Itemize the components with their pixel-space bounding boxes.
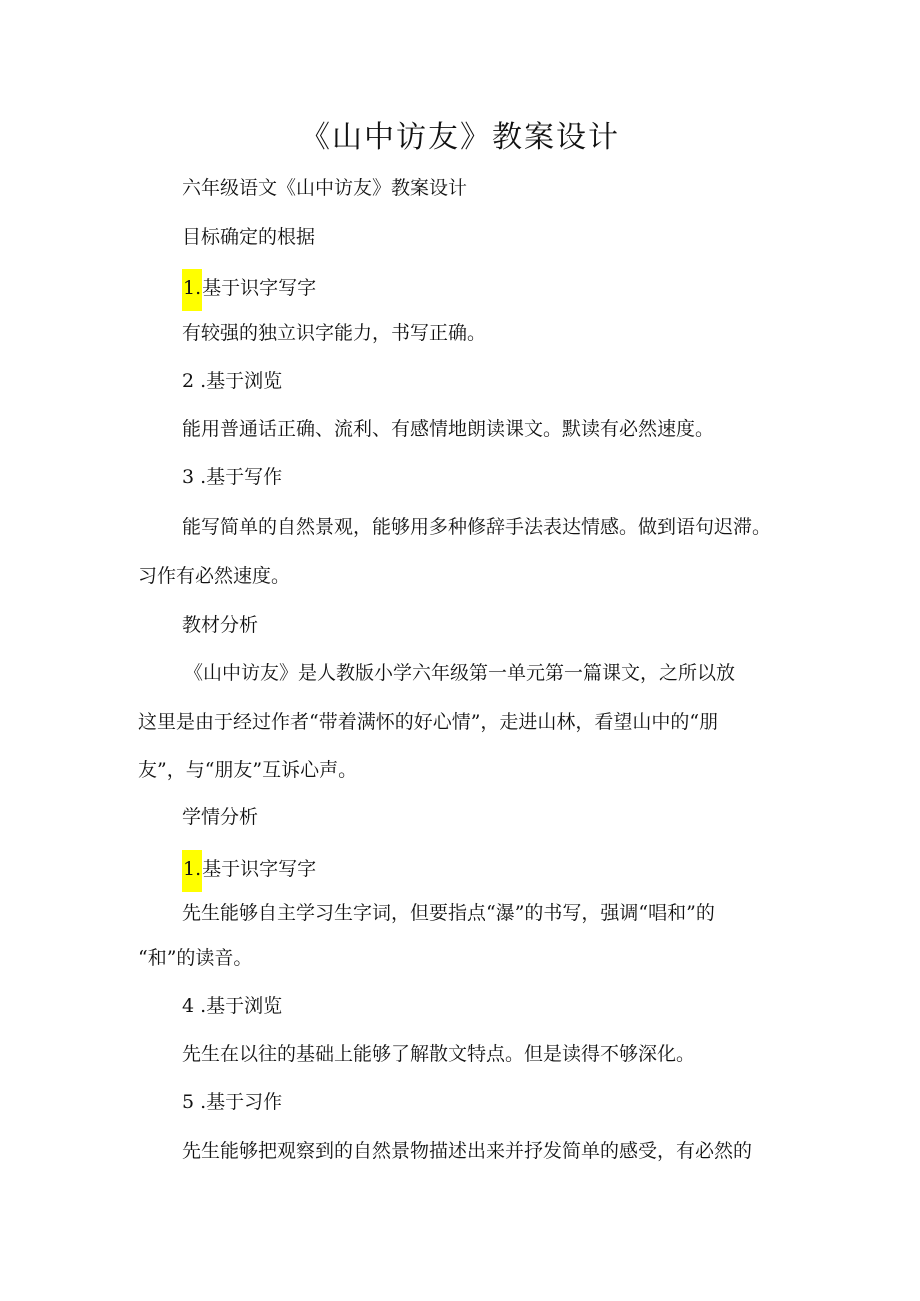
highlighted-number: 1. [182,850,202,892]
subtitle-line: 六年级语文《山中访友》教案设计 [182,177,468,199]
item-heading-1 [182,269,316,311]
paragraph-line: 这里是由于经过作者“带着满怀的好心情”，走进山林，看望山中的“朋 [138,711,719,733]
item-heading-3: 3 .基于写作 [182,466,283,488]
paragraph-line: 有较强的独立识字能力，书写正确。 [182,322,487,344]
paragraph-line: 习作有必然速度。 [138,565,291,587]
paragraph-line: 《山中访友》是人教版小学六年级第一单元第一篇课文，之所以放 [184,662,736,684]
item-heading-text: 基于识字写字 [202,858,317,880]
paragraph-line: 先生能够自主学习生字词，但要指点“瀑”的书写，强调“唱和”的 [182,902,715,924]
item-heading-4: 4 .基于浏览 [182,995,283,1017]
paragraph-line: 先生在以往的基础上能够了解散文特点。但是读得不够深化。 [182,1043,696,1065]
section-heading-basis: 目标确定的根据 [182,226,316,248]
highlighted-number: 1. [182,269,202,311]
item-heading-5: 5 .基于习作 [182,1091,283,1113]
document-title: 《山中访友》教案设计 [300,120,620,155]
paragraph-line: 能用普通话正确、流利、有感情地朗读课文。默读有必然速度。 [182,418,715,440]
section-heading-students: 学情分析 [182,806,259,828]
item-heading-1b [182,850,316,892]
paragraph-line: 能写简单的自然景观，能够用多种修辞手法表达情感。做到语句迟滞。 [182,516,772,538]
section-heading-textbook: 教材分析 [182,614,259,636]
paragraph-line: 先生能够把观察到的自然景物描述出来并抒发简单的感受，有必然的 [182,1140,753,1162]
item-heading-2: 2 .基于浏览 [182,370,283,392]
item-heading-text: 基于识字写字 [202,277,317,299]
paragraph-line: “和”的读音。 [138,947,253,969]
paragraph-line: 友”，与“朋友”互诉心声。 [138,759,358,781]
